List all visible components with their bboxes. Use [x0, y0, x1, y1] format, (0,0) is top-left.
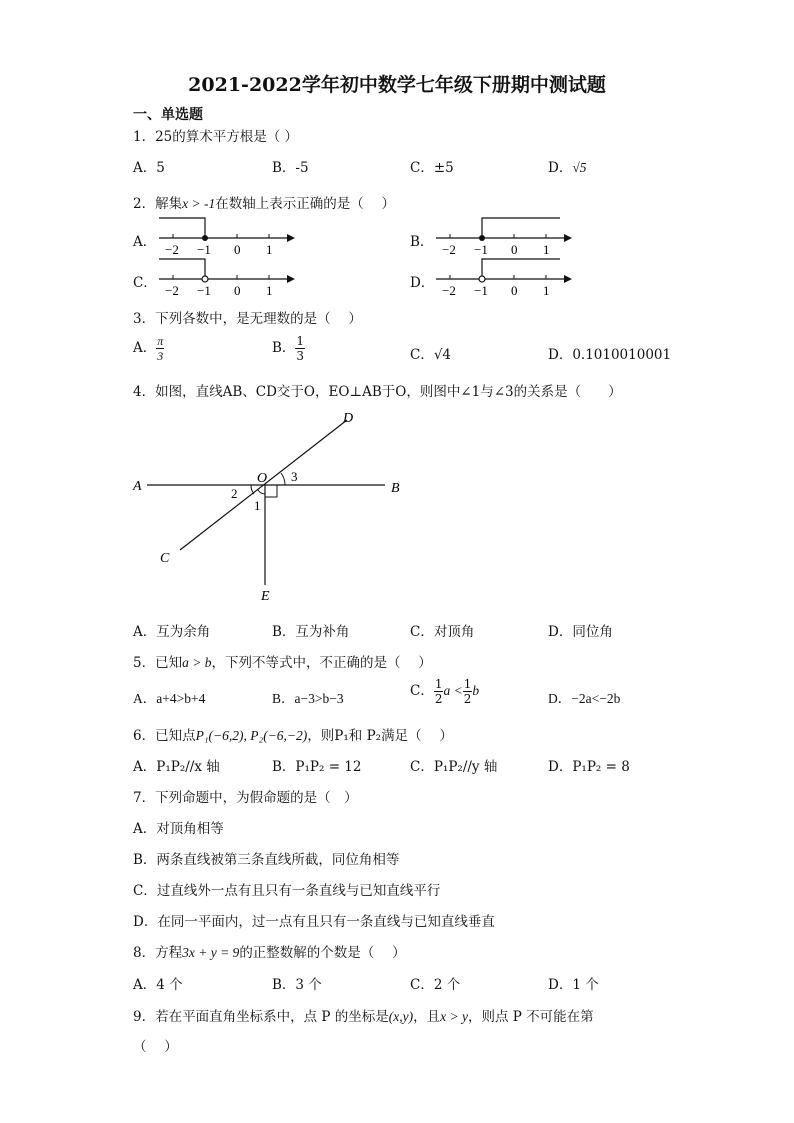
q5-stem-a: 5．已知	[133, 655, 183, 671]
tick-label: 1	[543, 283, 550, 298]
tick-label: −1	[197, 242, 211, 257]
q3-option-d: D．0.1010010001	[548, 347, 672, 363]
q9-blank: （ ）	[133, 1039, 178, 1055]
label-c: C	[160, 551, 170, 566]
tick-label: −1	[197, 283, 211, 298]
q6-option-b: B．P₁P₂ = 12	[272, 759, 362, 775]
q2-label-b: B．	[410, 234, 434, 250]
q3-b-fraction	[295, 335, 305, 362]
q8-stem-b: 的正整数解的个数是（ ）	[239, 945, 406, 961]
label-e: E	[261, 589, 270, 604]
q1-stem: 1．25的算术平方根是（ ）	[133, 129, 299, 145]
tick-label: 0	[511, 283, 518, 298]
q7-option-d: D．在同一平面内，过一点有且只有一条直线与已知直线垂直	[133, 914, 495, 930]
label-d: D	[343, 411, 354, 426]
q9-stem-b: ，且	[413, 1009, 441, 1025]
q8-option-b: B．3 个	[272, 977, 322, 993]
q2-numberline-b	[432, 212, 577, 258]
q5-c-den2: 2	[463, 692, 472, 706]
tick-label: 0	[234, 283, 241, 298]
q5-c-mid: a <	[443, 683, 463, 698]
q3-a-label: A．	[133, 340, 157, 356]
q2-label-d: D．	[410, 275, 435, 291]
tick-label: 0	[511, 242, 518, 257]
q3-b-den: 3	[296, 349, 305, 363]
q3-a-num: π	[157, 334, 164, 348]
angle-2-label: 2	[231, 486, 238, 501]
q5-option-c	[410, 678, 479, 705]
angle-1-arc	[258, 490, 265, 494]
label-a: A	[133, 479, 142, 494]
right-angle-mark	[265, 485, 277, 497]
q5-cond: a > b	[182, 655, 212, 670]
q2-label-a: A．	[133, 234, 157, 250]
q2-cond: x > -1	[182, 196, 216, 211]
q2-numberline-d	[432, 253, 577, 299]
q6-stem	[133, 724, 453, 744]
q2-stem	[133, 192, 395, 212]
label-o: O	[257, 471, 268, 486]
q1-option-a: A．5	[133, 160, 165, 176]
tick-label: −2	[442, 283, 456, 298]
tick-label: −2	[165, 242, 179, 257]
tick-label: −1	[474, 242, 488, 257]
q3-option-b	[272, 335, 305, 362]
q3-a-den: 3	[157, 349, 164, 363]
q4-geometry-figure	[125, 400, 415, 610]
q3-option-a	[133, 335, 164, 362]
q1-option-c: C．±5	[410, 160, 454, 176]
q6-points: P₁(−6,2), P₂(−6,−2)	[195, 728, 308, 743]
angle-2-arc	[251, 485, 254, 494]
q3-stem: 3．下列各数中，是无理数的是（ ）	[133, 311, 362, 327]
label-b: B	[391, 481, 400, 496]
q4-option-a: A．互为余角	[133, 624, 211, 640]
q5-c-label: C．	[410, 683, 434, 699]
q7-option-b: B．两条直线被第三条直线所截，同位角相等	[133, 852, 400, 868]
q8-option-c: C．2 个	[410, 977, 461, 993]
tick-label: −1	[474, 283, 488, 298]
angle-3-arc	[281, 473, 285, 485]
q6-stem-a: 6．已知点	[133, 728, 196, 744]
q7-option-a: A．对顶角相等	[133, 821, 224, 837]
q3-b-label: B．	[272, 340, 296, 356]
q4-option-b: B．互为补角	[272, 624, 350, 640]
q9-cond: x > y	[440, 1009, 468, 1024]
angle-1-label: 1	[254, 498, 261, 513]
q8-stem	[133, 941, 406, 961]
q9-stem-a: 9．若在平面直角坐标系中，点 P 的坐标是	[133, 1009, 389, 1025]
q9-stem-c: ，则点 P 不可能在第	[467, 1009, 594, 1025]
q2-stem-a: 2．解集	[133, 196, 183, 212]
q8-equation: 3x + y = 9	[182, 945, 240, 960]
q9-coord: (x,y)	[388, 1009, 414, 1024]
q1-option-b: B．-5	[272, 160, 309, 176]
q1-d-label: D．	[548, 160, 573, 176]
tick-label: 1	[266, 242, 273, 257]
q4-option-c: C．对顶角	[410, 624, 475, 640]
q5-c-den1: 2	[434, 692, 443, 706]
angle-3-label: 3	[291, 469, 298, 484]
q5-c-frac2	[463, 678, 473, 705]
q8-option-a: A．4 个	[133, 977, 183, 993]
q5-option-a: A．a+4>b+4	[133, 691, 206, 706]
section-heading: 一、单选题	[133, 107, 203, 123]
q8-option-d: D．1 个	[548, 977, 599, 993]
q3-option-c: C．√4	[410, 347, 452, 363]
q3-b-num: 1	[296, 334, 305, 348]
q4-option-d: D．同位角	[548, 624, 613, 640]
tick-label: 0	[234, 242, 241, 257]
tick-label: −2	[165, 283, 179, 298]
q5-c-end: b	[472, 683, 480, 698]
tick-label: 1	[543, 242, 550, 257]
q3-a-fraction	[156, 335, 164, 362]
tick-label: −2	[442, 242, 456, 257]
q5-c-num1: 1	[434, 677, 443, 691]
q6-stem-b: ，则P₁和 P₂满足（ ）	[307, 728, 453, 744]
q2-numberline-c	[155, 253, 300, 299]
q5-stem	[133, 651, 432, 671]
q2-stem-b: 在数轴上表示正确的是（ ）	[215, 196, 395, 212]
q7-stem: 7．下列命题中，为假命题的是（ ）	[133, 790, 358, 806]
q1-d-value: √5	[572, 160, 587, 175]
q8-stem-a: 8．方程	[133, 945, 183, 961]
q4-stem: 4．如图，直线AB、CD交于O，EO⊥AB于O，则图中∠1与∠3的关系是（ ）	[133, 384, 622, 400]
q2-label-c: C．	[133, 275, 157, 291]
q1-option-d	[548, 156, 587, 176]
q2-numberline-a	[155, 212, 300, 258]
q9-stem	[133, 1005, 594, 1025]
q5-option-b: B．a−3>b−3	[272, 691, 344, 706]
q6-option-a: A．P₁P₂//x 轴	[133, 759, 220, 775]
q5-stem-b: ，下列不等式中，不正确的是（ ）	[211, 655, 432, 671]
q5-option-d: D．−2a<−2b	[548, 691, 621, 706]
q6-option-d: D．P₁P₂ = 8	[548, 759, 630, 775]
q7-option-c: C．过直线外一点有且只有一条直线与已知直线平行	[133, 883, 441, 899]
q5-c-num2: 1	[463, 677, 472, 691]
q6-option-c: C．P₁P₂//y 轴	[410, 759, 498, 775]
page-title: 2021-2022学年初中数学七年级下册期中测试题	[188, 74, 606, 96]
tick-label: 1	[266, 283, 273, 298]
